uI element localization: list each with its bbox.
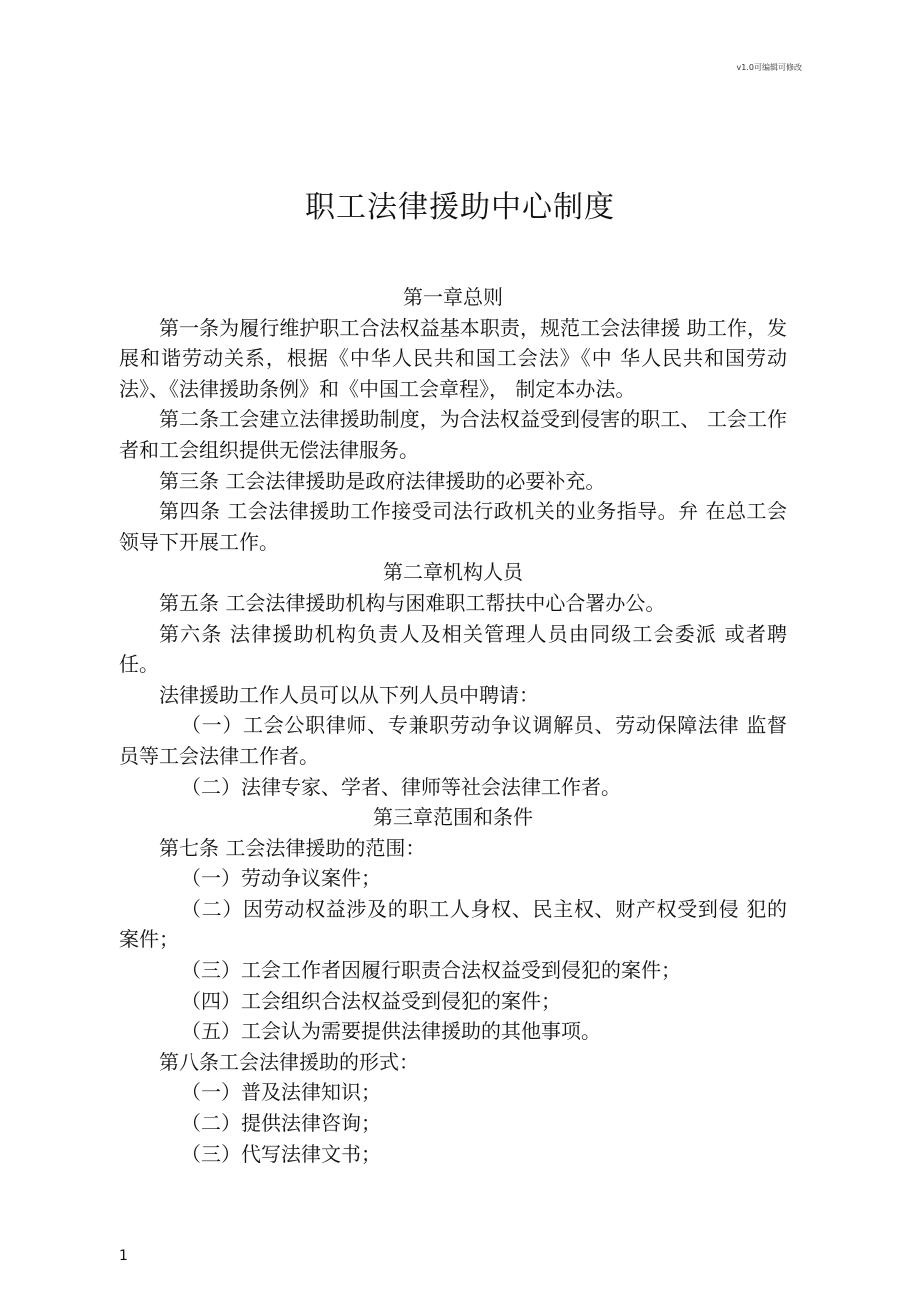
article-paragraph: 第一条为履行维护职工合法权益基本职责，规范工会法律援 助工作，发展和谐劳动关系，根据《中华人民共和国工会法》《中 华人民共和国劳动法》、《法律援助条例》和《中国工会章程》， 制定本办法。 [119,315,787,401]
article-paragraph: 第七条 工会法律援助的范围： [159,835,426,860]
list-item: （二）法律专家、学者、律师等社会法律工作者。 [181,774,621,799]
list-item: （一）工会公职律师、专兼职劳动争议调解员、劳动保障法律 监督员等工会法律工作者。 [119,713,787,768]
list-item: （二）因劳动权益涉及的职工人身权、民主权、财产权受到侵 犯的案件； [119,896,787,952]
list-item: （三）代写法律文书； [181,1141,381,1166]
chapter-heading: 第三章范围和条件 [373,805,533,830]
list-item: （三）工会工作者因履行职责合法权益受到侵犯的案件； [181,958,681,983]
article-paragraph: 第四条 工会法律援助工作接受司法行政机关的业务指导。弁 在总工会领导下开展工作。 [119,499,787,554]
document-title: 职工法律援助中心制度 [305,190,615,225]
chapter-heading: 第一章总则 [403,285,503,309]
list-item: （二）提供法律咨询； [181,1111,381,1136]
article-paragraph: 第八条工会法律援助的形式： [159,1049,419,1074]
article-paragraph: 第三条 工会法律援助是政府法律援助的必要补充。 [159,468,606,493]
article-paragraph: 第二条工会建立法律援助制度，为合法权益受到侵害的职工、 工会工作者和工会组织提供无偿法律服务。 [119,407,787,462]
page-number: 1 [119,1248,128,1264]
list-item: （四）工会组织合法权益受到侵犯的案件； [181,988,561,1013]
article-paragraph: 法律援助工作人员可以从下列人员中聘请： [159,682,539,707]
list-item: （一）劳动争议案件； [181,866,381,891]
version-note: v1.0可编辑可修改 [736,63,802,72]
article-paragraph: 第六条 法律援助机构负责人及相关管理人员由同级工会委派 或者聘任。 [119,621,787,677]
article-paragraph: 第五条 工会法律援助机构与困难职工帮扶中心合署办公。 [159,590,666,615]
list-item: （一）普及法律知识； [181,1080,381,1105]
document-body [119,282,787,1169]
list-item: （五）工会认为需要提供法律援助的其他事项。 [181,1019,601,1044]
chapter-heading: 第二章机构人员 [383,560,523,585]
